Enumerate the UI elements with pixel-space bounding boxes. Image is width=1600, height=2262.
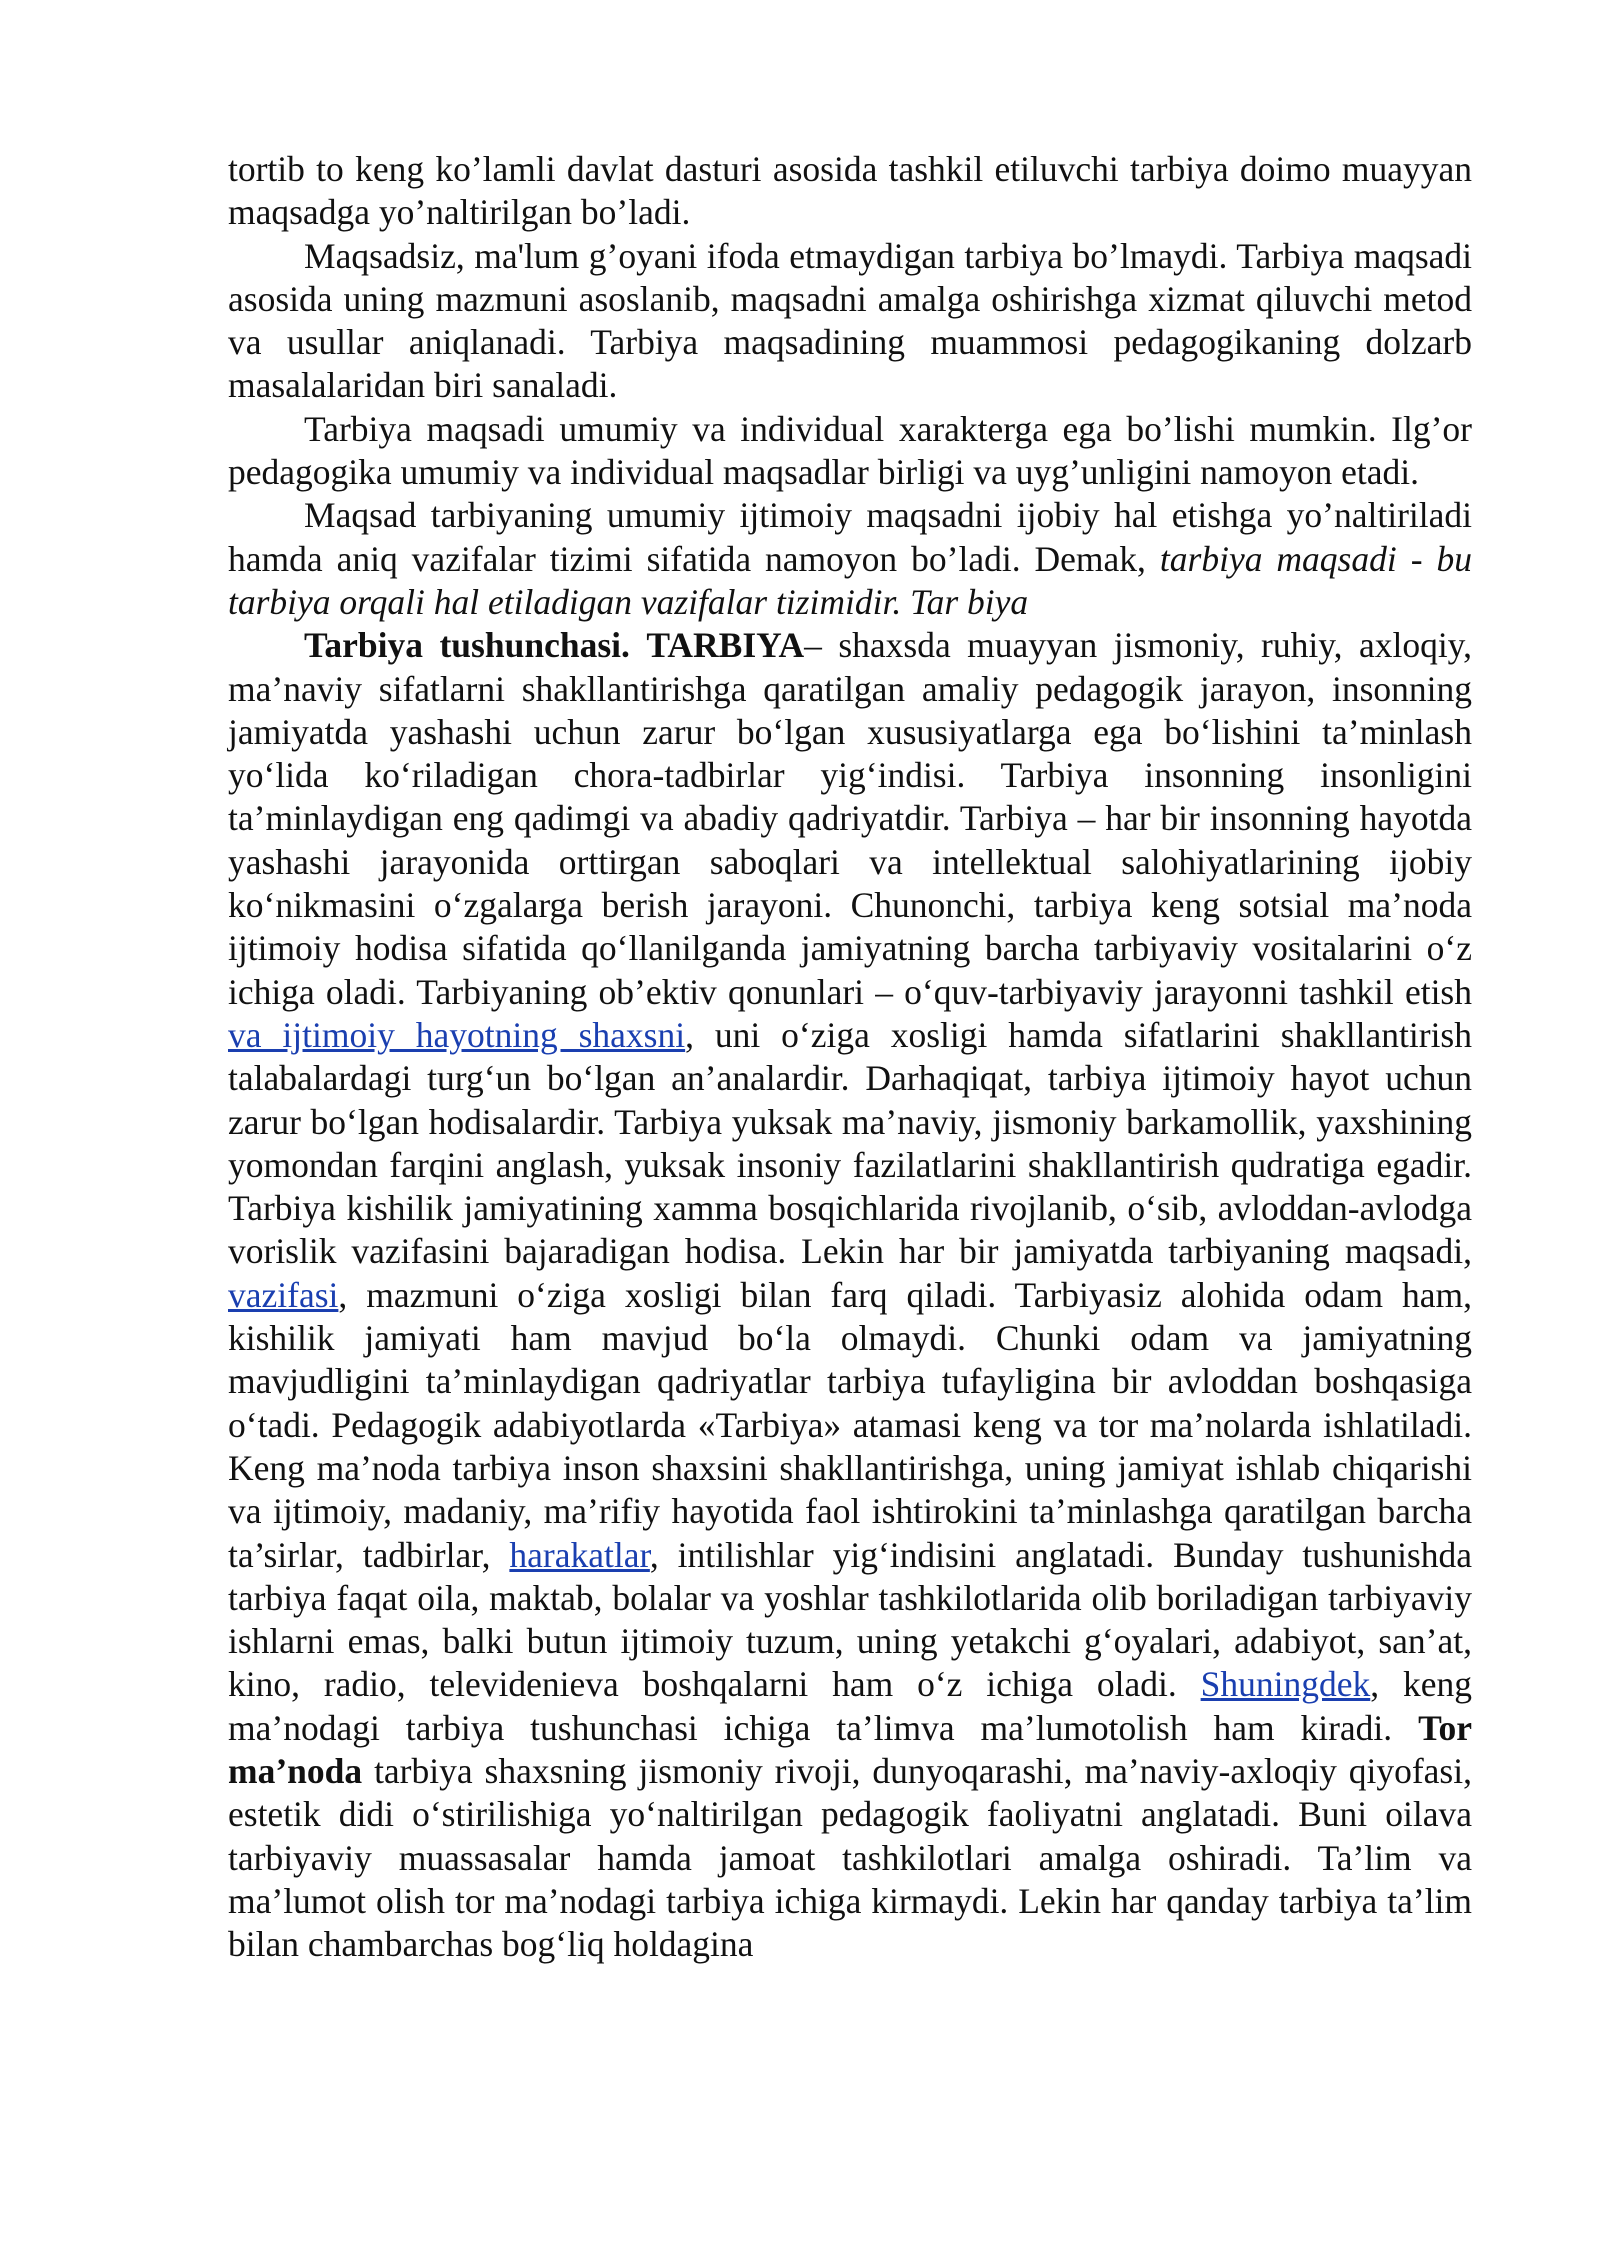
paragraph-5 (228, 624, 1472, 1966)
paragraph-4 (228, 494, 1472, 624)
link-ijtimoiy-hayot[interactable]: va ijtimoiy hayotning shaxsni (228, 1014, 686, 1055)
paragraph-2: Maqsadsiz, ma'lum g’oyani ifoda etmaydigan tarbiya bo’lmaydi. Tarbiya maqsadi asosida uning mazmuni asoslanib, maqsadni amalga oshirishga xizmat qiluvchi metod va usullar aniqlanadi. Tarbiya maqsadining muammosi pedagogikaning dolzarb masalalaridan biri sanaladi. (228, 235, 1472, 406)
link-vazifasi[interactable]: vazifasi (228, 1274, 339, 1315)
term-tor-manoda: Tor ma’noda (228, 1707, 1472, 1791)
paragraph-4-definition: tarbiya maqsadi - bu tarbiya orqali hal etiladigan vazifalar tizimidir. Tar biya (228, 538, 1473, 622)
link-harakatlar[interactable]: harakatlar (509, 1534, 650, 1575)
term-tarbiya: TARBIYA (646, 625, 805, 666)
paragraph-3: Tarbiya maqsadi umumiy va individual xarakterga ega bo’lishi mumkin. Ilg’or pedagogika umumiy va individual maqsadlar birligi va uyg’unligini namoyon etadi. (228, 408, 1472, 493)
paragraph-1: tortib to keng ko’lamli davlat dasturi asosida tashkil etiluvchi tarbiya doimo muayyan maqsadga yo’naltirilgan bo’ladi. (228, 149, 1472, 233)
paragraph-5-text-d: , intilishlar yig‘indisini anglatadi. Bunday tushunishda tarbiya faqat oila, maktab, bolalar va yoshlar tashkilotlarida olib boriladigan tarbiyaviy ishlarni emas, balki butun ijtimoiy tuzum, uning yetakchi g‘oyalari, adabiyot, san’at, kino, radio, televidenieva boshqalarni ham o‘z ichiga oladi. (228, 1534, 1473, 1705)
paragraph-5-text-b: , uni o‘ziga xosligi hamda sifatlarini shakllantirish talabalardagi turg‘un bo‘lgan an’analardir. Darhaqiqat, tarbiya ijtimoiy hayot uchun zarur bo‘lgan hodisalardir. Tarbiya yuksak ma’naviy, jismoniy barkamollik, yaxshining yomondan farqini anglash, yuksak insoniy fazilatlarini shakllantirish qudratiga egadir. Tarbiya kishilik jamiyatining xamma bosqichlarida rivojlanib, o‘sib, avloddan-avlodga vorislik vazifasini bajaradigan hodisa. Lekin har bir jamiyatda tarbiyaning maqsadi, (228, 1014, 1472, 1272)
paragraph-5-text-a: – shaxsda muayyan jismoniy, ruhiy, axloqiy, ma’naviy sifatlarni shakllantirishga qaratilgan amaliy pedagogik jarayon, insonning jamiyatda yashashi uchun zarur bo‘lgan xususiyatlarga ega bo‘lishini ta’minlash yo‘lida ko‘riladigan chora-tadbirlar yig‘indisi. Tarbiya insonning insonligini ta’minlaydigan eng qadimgi va abadiy qadriyatdir. Tarbiya – har bir insonning hayotda yashashi jarayonida orttirgan saboqlari va intellektual salohiyatlarining ijobiy ko‘nikmasini o‘zgalarga berish jarayoni. Chunonchi, tarbiya keng sotsial ma’noda ijtimoiy hodisa sifatida qo‘llanilganda jamiyatning barcha tarbiyaviy vositalarini o‘z ichiga oladi. Tarbiyaning ob’ektiv qonunlari – o‘quv-tarbiyaviy jarayonni tashkil etish (228, 625, 1472, 1012)
paragraph-4-text: Maqsad tarbiyaning umumiy ijtimoiy maqsadni ijobiy hal etishga yo’naltiriladi hamda aniq vazifalar tizimi sifatida namoyon bo’ladi. Demak, (228, 495, 1472, 579)
link-shuningdek[interactable]: Shuningdek (1200, 1664, 1371, 1705)
paragraph-5-text-c: , mazmuni o‘ziga xosligi bilan farq qiladi. Tarbiyasiz alohida odam ham, kishilik jamiyati ham mavjud bo‘la olmaydi. Chunki odam va jamiyatning mavjudligini ta’minlaydigan qadriyatlar tarbiya tufayligina bir avloddan boshqasiga o‘tadi. Pedagogik adabiyotlarda «Tarbiya» atamasi keng va tor ma’nolarda ishlatiladi. Keng ma’noda tarbiya inson shaxsini shakllantirishga, uning jamiyat ishlab chiqarishi va ijtimoiy, madaniy, ma’rifiy hayotida faol ishtirokini ta’minlashga qaratilgan barcha ta’sirlar, tadbirlar, (228, 1274, 1472, 1575)
section-heading: Tarbiya tushunchasi. (304, 625, 630, 666)
paragraph-5-text-f: tarbiya shaxsning jismoniy rivoji, dunyoqarashi, ma’naviy-axloqiy qiyofasi, estetik didi o‘stirilishiga yo‘naltirilgan pedagogik faoliyatni anglatadi. Buni oilava tarbiyaviy muassasalar hamda jamoat tashkilotlari amalga oshiradi. Ta’lim va ma’lumot olish tor ma’nodagi tarbiya ichiga kirmaydi. Lekin har qanday tarbiya ta’lim bilan chambarchas bog‘liq holdagina (228, 1750, 1472, 1965)
document-page (228, 148, 1472, 1966)
paragraph-5-text-e: , keng ma’nodagi tarbiya tushunchasi ichiga ta’limva ma’lumotolish ham kiradi. (228, 1664, 1472, 1748)
